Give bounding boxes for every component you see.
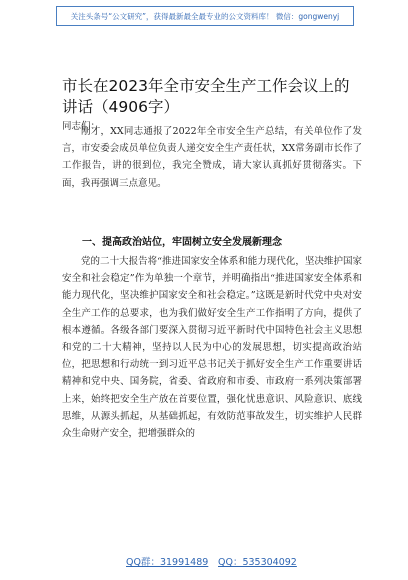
greeting: 同志们：	[62, 121, 101, 132]
header-banner[interactable]: 关注头条号“公文研究”，获得最新最全最专业的公文资料库！ 微信：gongwenyj	[56, 6, 354, 26]
document-title: 市长在2023年全市安全生产工作会议上的讲话（4906字）	[62, 77, 350, 116]
footer	[0, 554, 408, 570]
qq-group-link[interactable]: QQ群：31991489	[126, 557, 209, 568]
section-heading-1: 一、提高政治站位，牢固树立安全发展新理念	[82, 237, 282, 248]
qq-contact-link[interactable]: QQ：535304092	[218, 557, 297, 568]
paragraph-1: 刚才，XX同志通报了2022年全市安全生产总结，有关单位作了发言，市安委会成员单位负责人递交安全生产责任状，XX常务副市长作了工作报告，讲的很到位，我完全赞成，请大家认真抓好贯彻落实。下面，我再强调三点意见。	[62, 126, 362, 189]
paragraph-2: 党的二十大报告将“推进国家安全体系和能力现代化，坚决维护国家安全和社会稳定”作为单独一个章节，并明确指出“推进国家安全体系和能力现代化，坚决维护国家安全和社会稳定。”这既是新时代党中央对安全生产工作的总要求，也为我们做好安全生产工作指明了方向，提供了根本遵循。各级各部门要深入贯彻习近平新时代中国特色社会主义思想和党的二十大精神，坚持以人民为中心的发展思想，切实提高政治站位，把思想和行动统一到习近平总书记关于抓好安全生产工作重要讲话精神和党中央、国务院，省委、省政府和市委、市政府一系列决策部署上来，始终把安全生产放在首要位置，强化忧患意识、风险意识、底线思维，从源头抓起，从基础抓起，有效防范事故发生，切实维护人民群众生命财产安全，把增强群众的	[62, 256, 362, 440]
